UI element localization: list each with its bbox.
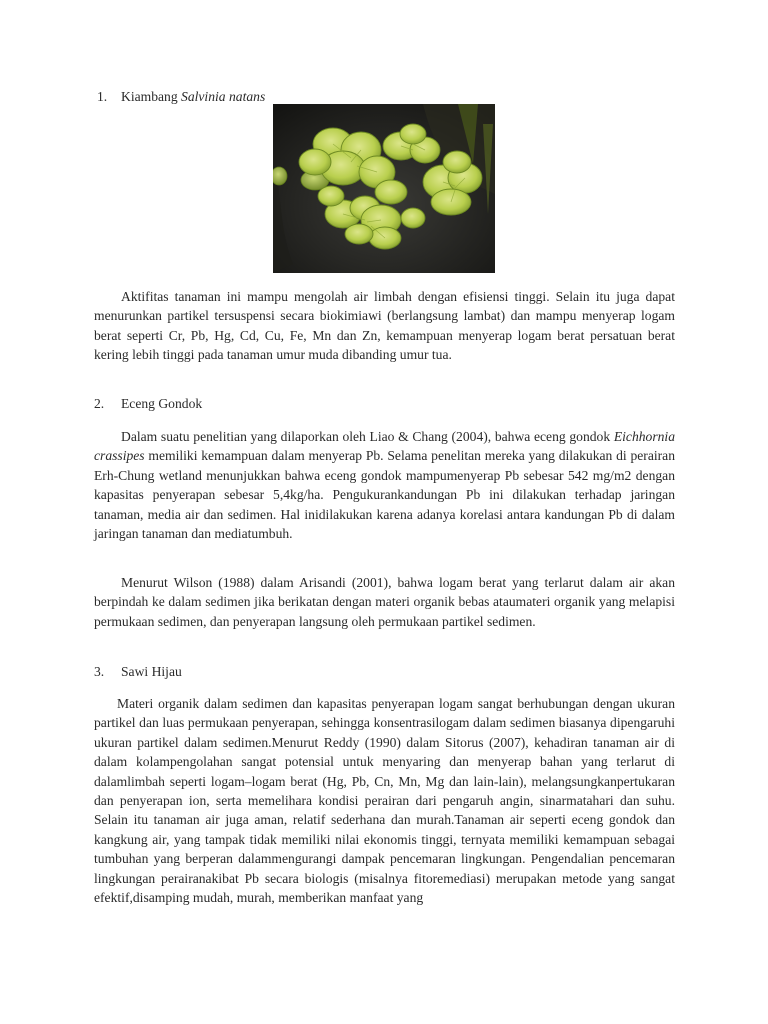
paragraph-eceng-gondok-2 (94, 573, 675, 631)
section-heading-kiambang (97, 88, 265, 106)
section-title-species: Salvinia natans (181, 89, 266, 104)
paragraph-text-start: Dalam suatu penelitian yang dilaporkan oleh Liao & Chang (2004), bahwa eceng gondok (121, 429, 614, 444)
paragraph-text: Aktifitas tanaman ini mampu mengolah air limbah dengan efisiensi tinggi. Selain itu juga dapat menurunkan partikel tersuspensi secara biokimiawi (berlangsung lambat) dan mampu menyerap logam berat seperti Cr, Pb, Hg, Cd, Cu, Fe, Mn dan Zn, kemampuan menyerap logam berat persatuan berat kering lebih tinggi pada tanaman umur muda dibanding umur tua. (94, 289, 675, 363)
paragraph-sawi-hijau (94, 694, 675, 907)
section-number: 3. (94, 664, 105, 679)
paragraph-text: Menurut Wilson (1988) dalam Arisandi (2001), bahwa logam berat yang terlarut dalam air akan berpindah ke dalam sedimen jika berikatan dengan materi organik bebas ataumateri organik yang melapisi permukaan sedimen, dan penyerapan langsung oleh permukaan partikel sedimen. (94, 575, 675, 629)
salvinia-plant-photo (273, 104, 495, 273)
paragraph-text (94, 427, 675, 543)
section-title: Eceng Gondok (121, 396, 203, 411)
section-heading-sawi-hijau (94, 663, 182, 681)
section-number: 1. (97, 89, 108, 104)
paragraph-eceng-gondok-1 (94, 427, 675, 543)
section-title: Sawi Hijau (121, 664, 182, 679)
section-number: 2. (94, 396, 105, 411)
paragraph-text-end: memiliki kemampuan dalam menyerap Pb. Selama penelitan mereka yang dilakukan di perairan Erh-Chung wetland menunjukkan bahwa eceng gondok mampumenyerap Pb sebesar 542 mg/m2 dengan kapasitas penyerapan sebesar 5,4kg/ha. Pengukurankandungan Pb ini dilakukan terhadap jaringan tanaman, media air dan sedimen. Hal inidilakukan karena adanya korelasi antara kandungan Pb di dalam jaringan tanaman dan mediatumbuh. (94, 448, 675, 542)
species-name: Eichhornia crassipes (94, 429, 675, 464)
paragraph-kiambang (94, 287, 675, 365)
section-title: Kiambang (121, 89, 182, 104)
paragraph-text: Materi organik dalam sedimen dan kapasitas penyerapan logam sangat berhubungan dengan ukuran partikel dan luas permukaan penyerapan, sehingga konsentrasilogam dalam sedimen biasanya dipengaruhi ukuran partikel dalam sedimen.Menurut Reddy (1990) dalam Sitorus (2007), kehadiran tanaman air di dalam kolampengolahan sangat potensial untuk menyaring dan menyerap bahan yang terlarut di dalamlimbah seperti logam–logam berat (Hg, Pb, Cn, Mn, Mg dan lain-lain), melangsungkanpertukaran dan penyerapan ion, serta memelihara kondisi perairan dari pengaruh angin, sinarmatahari dan suhu. Selain itu tanaman air juga aman, relatif sederhana dan murah.Tanaman air seperti eceng gondok dan kangkung air, yang tampak tidak memiliki nilai ekonomis tinggi, ternyata memiliki kemampuan sebagai tumbuhan yang berperan dalammengurangi dampak pencemaran lingkungan. Pengendalian pencemaran lingkungan perairanakibat Pb secara biologis (misalnya fitoremediasi) merupakan metode yang sangat efektif,disamping mudah, murah, memberikan manfaat yang (94, 696, 675, 906)
section-heading-eceng-gondok (94, 395, 202, 413)
